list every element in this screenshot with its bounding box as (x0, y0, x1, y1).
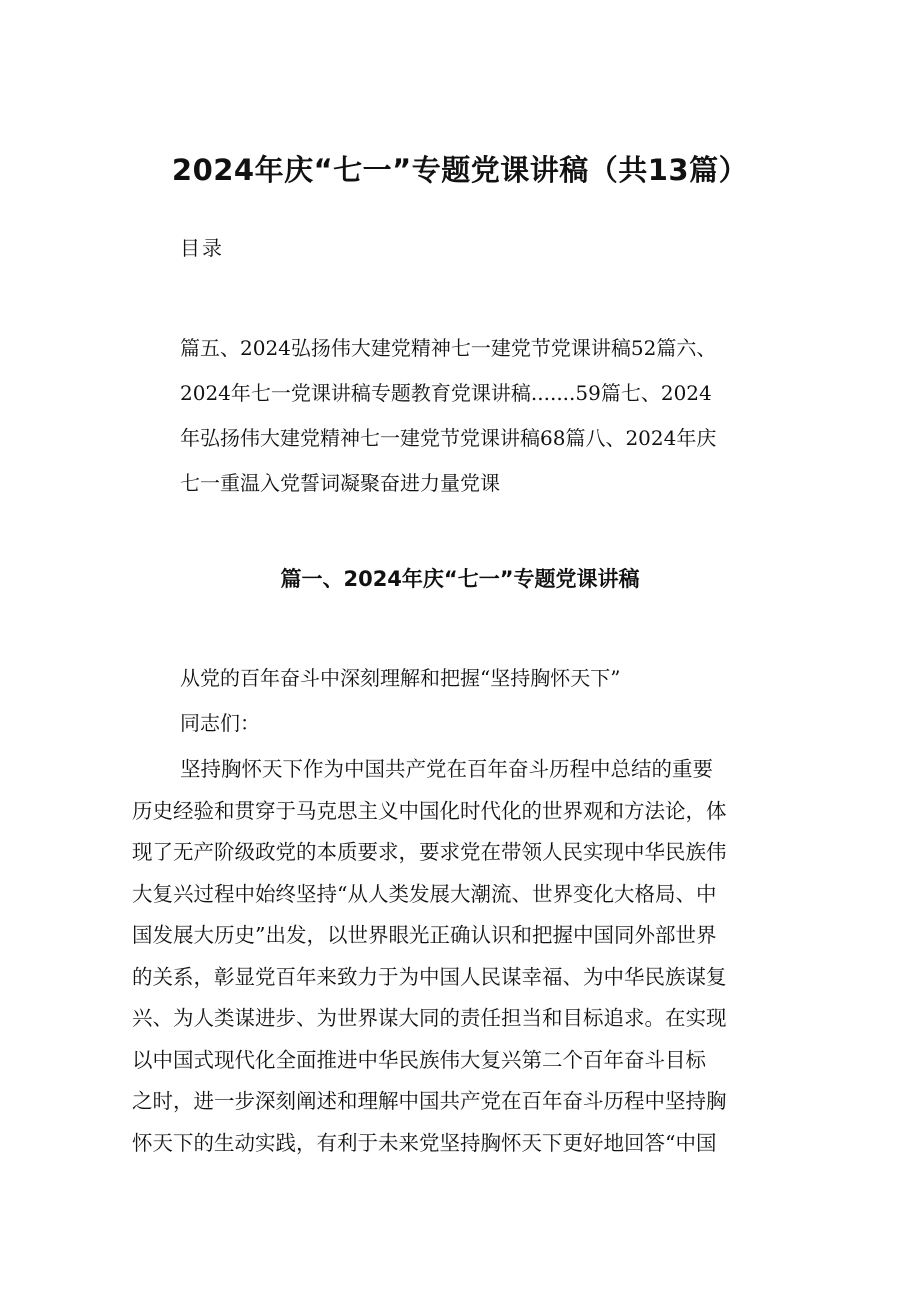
salutation: 同志们： (180, 711, 260, 735)
body-line: 以中国式现代化全面推进中华民族伟大复兴第二个百年奋斗目标 (132, 1047, 706, 1072)
body-line: 大复兴过程中始终坚持“从人类发展大潮流、世界变化大格局、中 (132, 881, 717, 906)
body-line: 坚持胸怀天下作为中国共产党在百年奋斗历程中总结的重要 (180, 757, 713, 781)
toc-label: 目录 (180, 236, 224, 260)
toc-line: 篇五、2024弘扬伟大建党精神七一建党节党课讲稿52篇六、 (180, 336, 717, 360)
lecture-subtitle: 从党的百年奋斗中深刻理解和把握“坚持胸怀天下” (180, 666, 621, 690)
body-line: 现了无产阶级政党的本质要求，要求党在带领人民实现中华民族伟 (132, 840, 727, 864)
body-line: 之时，进一步深刻阐述和理解中国共产党在百年奋斗历程中坚持胸 (132, 1089, 727, 1113)
toc-line: 年弘扬伟大建党精神七一建党节党课讲稿68篇八、2024年庆 (180, 426, 717, 450)
document-title: 2024年庆“七一”专题党课讲稿（共13篇） (171, 153, 749, 187)
body-line: 历史经验和贯穿于马克思主义中国化时代化的世界观和方法论，体 (132, 798, 727, 823)
toc-line: 七一重温入党誓词凝聚奋进力量党课 (180, 471, 500, 495)
table-of-contents (180, 326, 800, 506)
body-line: 兴、为人类谋进步、为世界谋大同的责任担当和目标追求。在实现 (132, 1006, 727, 1030)
section-title: 篇一、2024年庆“七一”专题党课讲稿 (280, 567, 640, 591)
toc-line: 2024年七一党课讲稿专题教育党课讲稿.......59篇七、2024 (180, 381, 712, 405)
body-line: 怀天下的生动实践，有利于未来党坚持胸怀天下更好地回答“中国 (132, 1130, 717, 1155)
body-line: 的关系，彰显党百年来致力于为中国人民谋幸福、为中华民族谋复 (132, 964, 727, 989)
body-paragraph (132, 749, 802, 1164)
body-line: 国发展大历史”出发，以世界眼光正确认识和把握中国同外部世界 (132, 923, 717, 947)
